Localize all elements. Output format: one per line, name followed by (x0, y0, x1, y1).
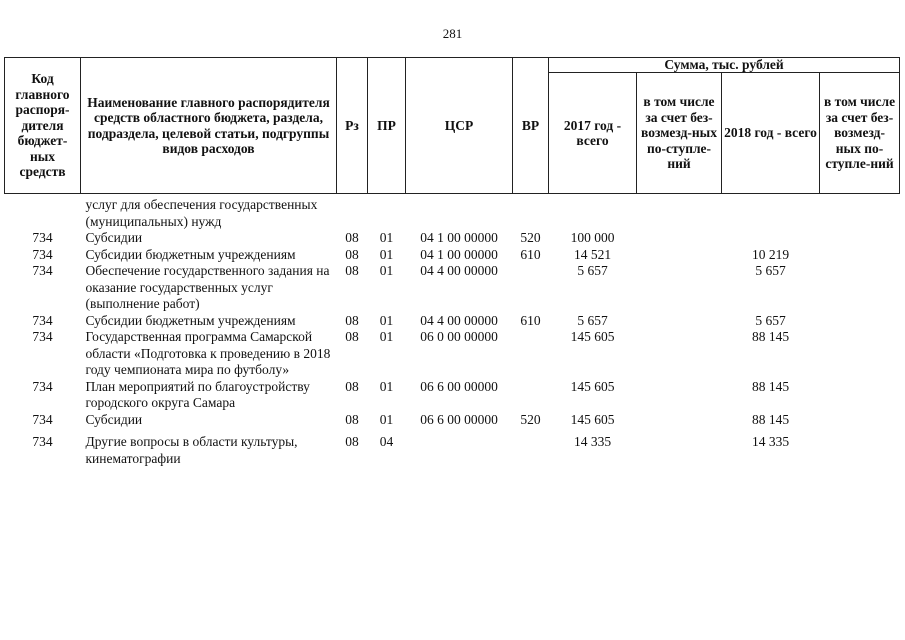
cell-gratuitous-2018 (820, 379, 900, 412)
cell-gratuitous-2018 (820, 329, 900, 379)
cell-sum-2018: 5 657 (755, 312, 786, 328)
cell-gratuitous-2017 (637, 379, 722, 412)
cell-vr (513, 263, 549, 313)
cell-vr (513, 194, 549, 231)
cell-sum-2017: 5 657 (577, 312, 608, 328)
cell-gratuitous-2018 (820, 428, 900, 467)
cell-name: Субсидии (85, 411, 143, 427)
table-row (5, 313, 900, 330)
cell-gratuitous-2018 (820, 313, 900, 330)
cell-sum-2018 (722, 230, 820, 247)
cell-code: 734 (32, 230, 53, 245)
cell-name: Субсидии бюджетным учреждениям (85, 246, 296, 262)
cell-sum-2017: 145 605 (570, 411, 615, 427)
cell-rz: 08 (345, 230, 359, 245)
header-sum-2017: 2017 год - всего (549, 73, 637, 194)
cell-gratuitous-2018 (820, 247, 900, 264)
cell-name: услуг для обеспечения государственных (муниципальных) нужд (85, 197, 318, 229)
cell-gratuitous-2017 (637, 263, 722, 313)
cell-pr: 01 (379, 312, 394, 328)
table-header (5, 58, 900, 194)
cell-code: 734 (32, 378, 53, 394)
cell-sum-2018: 14 335 (751, 434, 790, 449)
cell-vr: 610 (520, 312, 541, 328)
cell-name: План мероприятий по благоустройству городского округа Самара (85, 378, 310, 410)
header-gratuitous-2018: в том числе за счет без-возмезд-ных по-ступле-ний (820, 73, 900, 194)
cell-rz (337, 194, 368, 231)
cell-code: 734 (32, 263, 53, 278)
cell-sum-2018 (722, 194, 820, 231)
header-pr: ПР (368, 58, 406, 194)
cell-gratuitous-2017 (637, 313, 722, 330)
cell-csr: 06 0 00 00000 (420, 329, 498, 344)
header-vr: ВР (513, 58, 549, 194)
cell-code: 734 (32, 411, 53, 427)
cell-rz: 08 (345, 246, 359, 262)
cell-sum-2017 (549, 194, 637, 231)
cell-code: 734 (32, 312, 53, 328)
cell-sum-2017: 5 657 (577, 263, 608, 278)
cell-pr: 01 (379, 329, 394, 344)
cell-vr: 520 (520, 411, 541, 427)
cell-vr (513, 379, 549, 412)
cell-rz: 08 (345, 263, 359, 278)
cell-csr (406, 194, 513, 231)
cell-csr: 06 6 00 00000 (420, 411, 498, 427)
cell-pr: 01 (379, 263, 394, 278)
cell-vr (513, 428, 549, 467)
cell-csr: 04 4 00 00000 (420, 312, 498, 328)
cell-sum-2018: 5 657 (755, 263, 786, 278)
cell-code: 734 (32, 434, 53, 449)
page-number: 281 (442, 26, 463, 41)
table-row (5, 428, 900, 467)
cell-pr: 01 (379, 230, 394, 245)
table-row (5, 230, 900, 247)
header-sum-2018: 2018 год - всего (722, 73, 820, 194)
cell-gratuitous-2018 (820, 412, 900, 429)
cell-rz: 08 (345, 378, 359, 394)
table-row (5, 412, 900, 429)
cell-csr: 04 4 00 00000 (420, 263, 498, 278)
cell-sum-2018: 88 145 (751, 411, 790, 427)
cell-gratuitous-2018 (820, 263, 900, 313)
cell-name: Другие вопросы в области культуры, кинематографии (85, 434, 298, 466)
cell-gratuitous-2017 (637, 194, 722, 231)
table-row (5, 263, 900, 313)
cell-rz: 08 (345, 434, 359, 449)
cell-code (5, 194, 81, 231)
cell-pr: 04 (379, 434, 394, 449)
cell-pr: 01 (379, 246, 394, 262)
cell-pr (368, 194, 406, 231)
table-row (5, 329, 900, 379)
header-name: Наименование главного распорядителя средств областного бюджета, раздела, подраздела, целевой статьи, подгруппы видов расходов (81, 58, 337, 194)
cell-pr: 01 (379, 411, 394, 427)
table-row (5, 247, 900, 264)
cell-gratuitous-2018 (820, 194, 900, 231)
cell-gratuitous-2017 (637, 428, 722, 467)
table-row (5, 194, 900, 231)
cell-gratuitous-2017 (637, 412, 722, 429)
cell-name: Государственная программа Самарской области «Подготовка к проведению в 2018 году чемпионата мира по футболу» (85, 329, 331, 377)
cell-code: 734 (32, 329, 53, 344)
header-code: Код главного распоря-дителя бюджет-ных средств (5, 58, 81, 194)
cell-sum-2018: 88 145 (751, 329, 790, 344)
cell-sum-2017: 14 521 (573, 246, 612, 262)
header-sum-group: Сумма, тыс. рублей (549, 58, 900, 73)
cell-rz: 08 (345, 312, 359, 328)
cell-sum-2018: 88 145 (751, 378, 790, 394)
cell-csr (406, 428, 513, 467)
cell-vr: 520 (520, 230, 541, 245)
cell-gratuitous-2017 (637, 230, 722, 247)
cell-sum-2017: 145 605 (570, 329, 615, 344)
cell-name: Обеспечение государственного задания на оказание государственных услуг (выполнение работ) (85, 263, 330, 311)
header-rz: Рз (337, 58, 368, 194)
cell-name: Субсидии (85, 230, 143, 245)
cell-csr: 04 1 00 00000 (420, 246, 498, 262)
header-csr: ЦСР (406, 58, 513, 194)
cell-sum-2017: 145 605 (570, 378, 615, 394)
cell-rz: 08 (345, 329, 359, 344)
cell-code: 734 (32, 246, 53, 262)
cell-sum-2017: 100 000 (570, 230, 615, 245)
cell-gratuitous-2017 (637, 247, 722, 264)
cell-vr: 610 (520, 246, 541, 262)
cell-csr: 06 6 00 00000 (420, 378, 498, 394)
cell-pr: 01 (379, 378, 394, 394)
cell-gratuitous-2018 (820, 230, 900, 247)
cell-rz: 08 (345, 411, 359, 427)
cell-vr (513, 329, 549, 379)
budget-table (4, 57, 900, 467)
cell-name: Субсидии бюджетным учреждениям (85, 312, 296, 328)
cell-csr: 04 1 00 00000 (420, 230, 498, 245)
cell-gratuitous-2017 (637, 329, 722, 379)
table-body (5, 194, 900, 468)
header-gratuitous-2017: в том числе за счет без-возмезд-ных по-ступле-ний (637, 73, 722, 194)
table-row (5, 379, 900, 412)
cell-sum-2018: 10 219 (751, 246, 790, 262)
cell-sum-2017: 14 335 (573, 434, 612, 449)
